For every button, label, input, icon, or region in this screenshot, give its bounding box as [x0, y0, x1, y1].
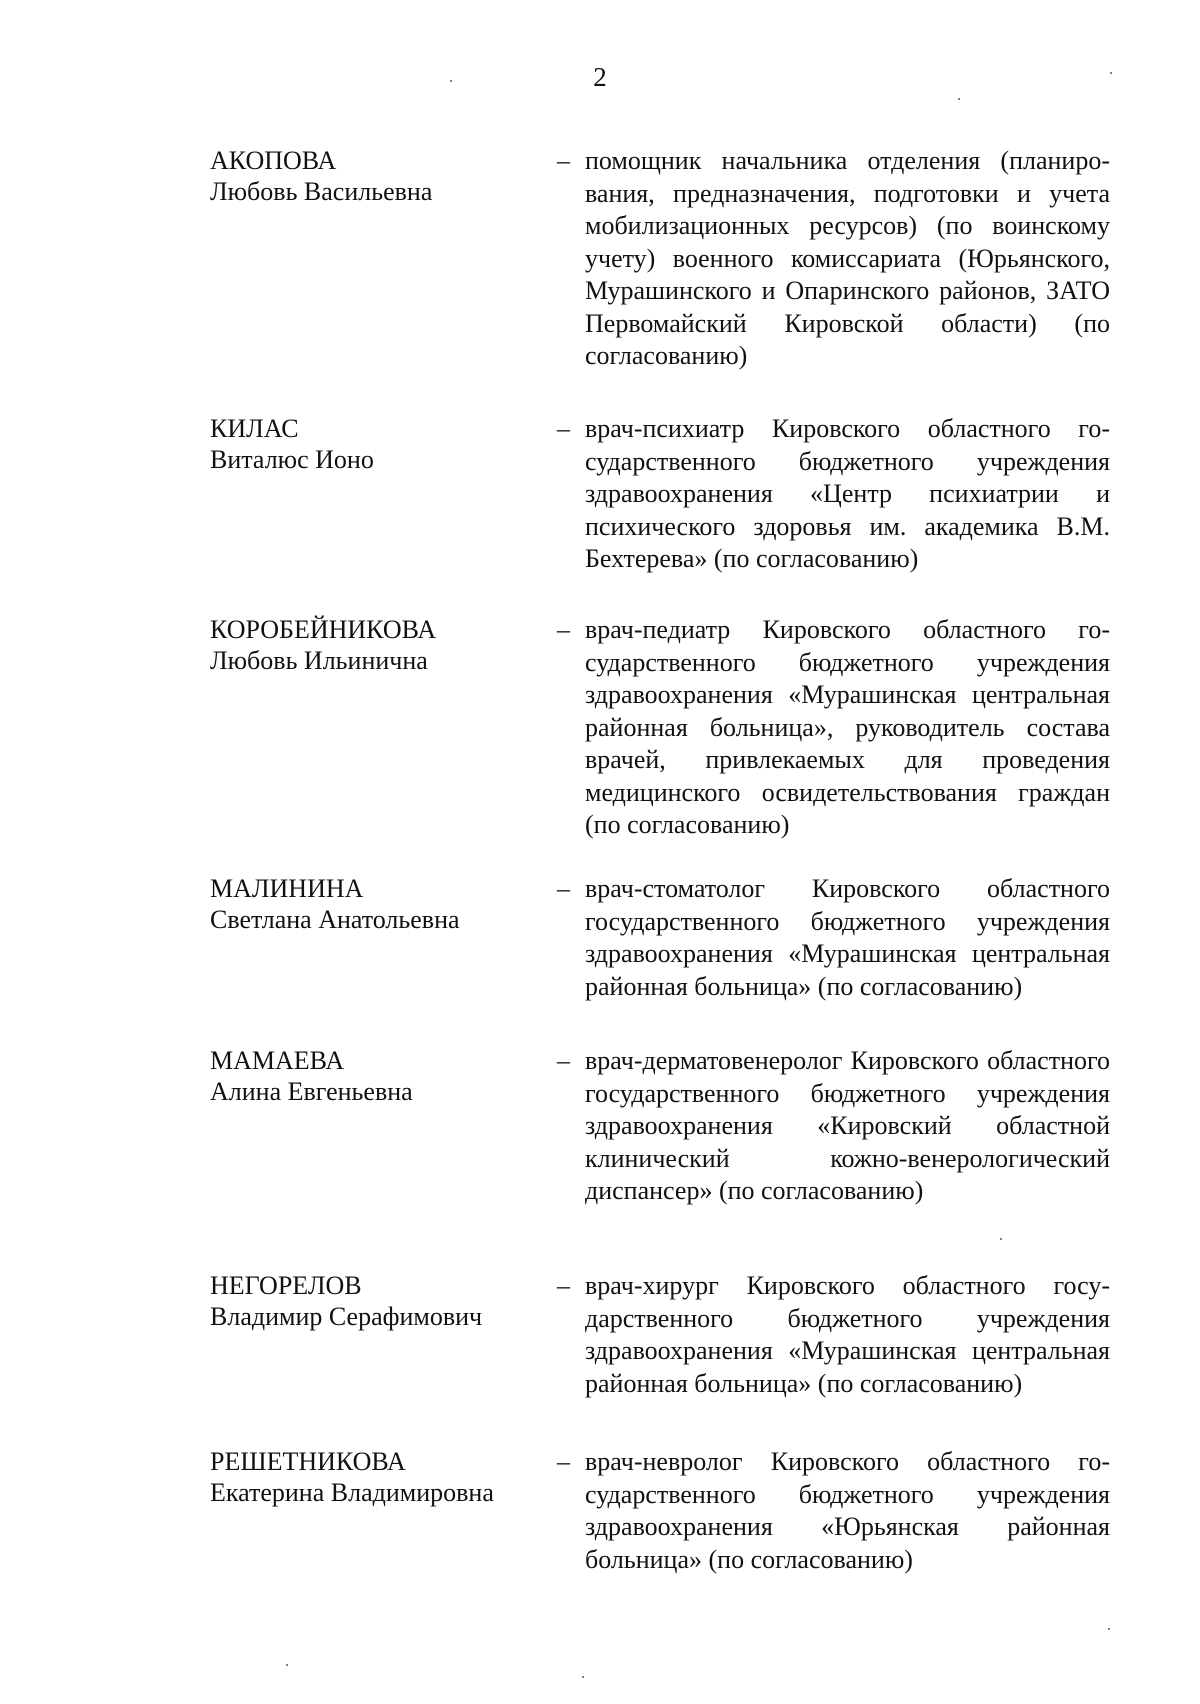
member-surname: РЕШЕТНИКОВА [210, 1447, 406, 1476]
member-given-name: Екатерина Владимировна [210, 1478, 494, 1507]
member-surname: АКОПОВА [210, 146, 337, 175]
scan-speck [1110, 72, 1112, 74]
member-position: врач-невролог Кировского областного государственного бюджетного учреждения здравоохранения «Юрьянская районная больница» (по согласованию) [585, 1447, 1110, 1574]
member-surname: МАМАЕВА [210, 1046, 345, 1075]
member-surname: НЕГОРЕЛОВ [210, 1271, 362, 1300]
member-given-name: Любовь Ильинична [210, 646, 428, 675]
member-name [210, 873, 540, 935]
list-dash: – [557, 874, 570, 903]
member-given-name: Владимир Серафимович [210, 1302, 483, 1331]
list-dash: – [557, 1046, 570, 1075]
list-dash: – [557, 414, 570, 443]
list-dash: – [557, 146, 570, 175]
scan-speck [958, 98, 960, 100]
list-dash: – [557, 1271, 570, 1300]
member-surname: КОРОБЕЙНИКОВА [210, 615, 437, 644]
list-dash: – [557, 615, 570, 644]
member-given-name: Виталюс Ионо [210, 445, 374, 474]
member-name [210, 413, 540, 475]
member-name [210, 145, 540, 207]
member-position: врач-стоматолог Кировского областного государственного бюджетного учреждения здравоохранения «Мурашинская центральная районная больница» (по согласованию) [585, 874, 1110, 1001]
scan-speck [1108, 1628, 1110, 1630]
member-position: врач-хирург Кировского областного государственного бюджетного учреждения здравоохранения «Мурашинская центральная районная больница» (по согласованию) [585, 1271, 1110, 1398]
member-given-name: Светлана Анатольевна [210, 905, 460, 934]
member-name [210, 1045, 540, 1107]
member-position: врач-педиатр Кировского областного государственного бюджетного учреждения здравоохранения «Мурашинская центральная районная больница», руководитель состава врачей, привлекаемых для проведения медицинского освидетельствования граждан (по согласованию) [585, 615, 1110, 839]
member-name [210, 614, 540, 676]
member-surname: КИЛАС [210, 414, 299, 443]
member-given-name: Любовь Васильевна [210, 177, 433, 206]
member-name [210, 1446, 540, 1508]
member-position: врач-психиатр Кировского областного государственного бюджетного учреждения здравоохранения «Центр психиатрии и психического здоровья им. академика В.М. Бехтерева» (по согласованию) [585, 414, 1110, 573]
scan-speck [450, 80, 452, 82]
scan-speck [582, 1676, 584, 1678]
member-surname: МАЛИНИНА [210, 874, 364, 903]
member-name [210, 1270, 540, 1332]
scan-speck [286, 1664, 288, 1666]
scan-speck [1000, 1238, 1002, 1240]
member-given-name: Алина Евгеньевна [210, 1077, 413, 1106]
member-position: помощник начальника отделения (планирования, предназначения, подготовки и учета мобилизационных ресурсов) (по воинскому учету) военного комиссариата (Юрьянского, Мурашинского и Опаринского районов, ЗАТО Первомайский Кировской области) (по согласованию) [585, 146, 1110, 370]
member-position: врач-дерматовенеролог Кировского областного государственного бюджетного учреждения здравоохранения «Кировский областной клинический кожно-венерологический диспансер» (по согласованию) [585, 1046, 1110, 1205]
list-dash: – [557, 1447, 570, 1476]
page-number: 2 [593, 62, 607, 92]
